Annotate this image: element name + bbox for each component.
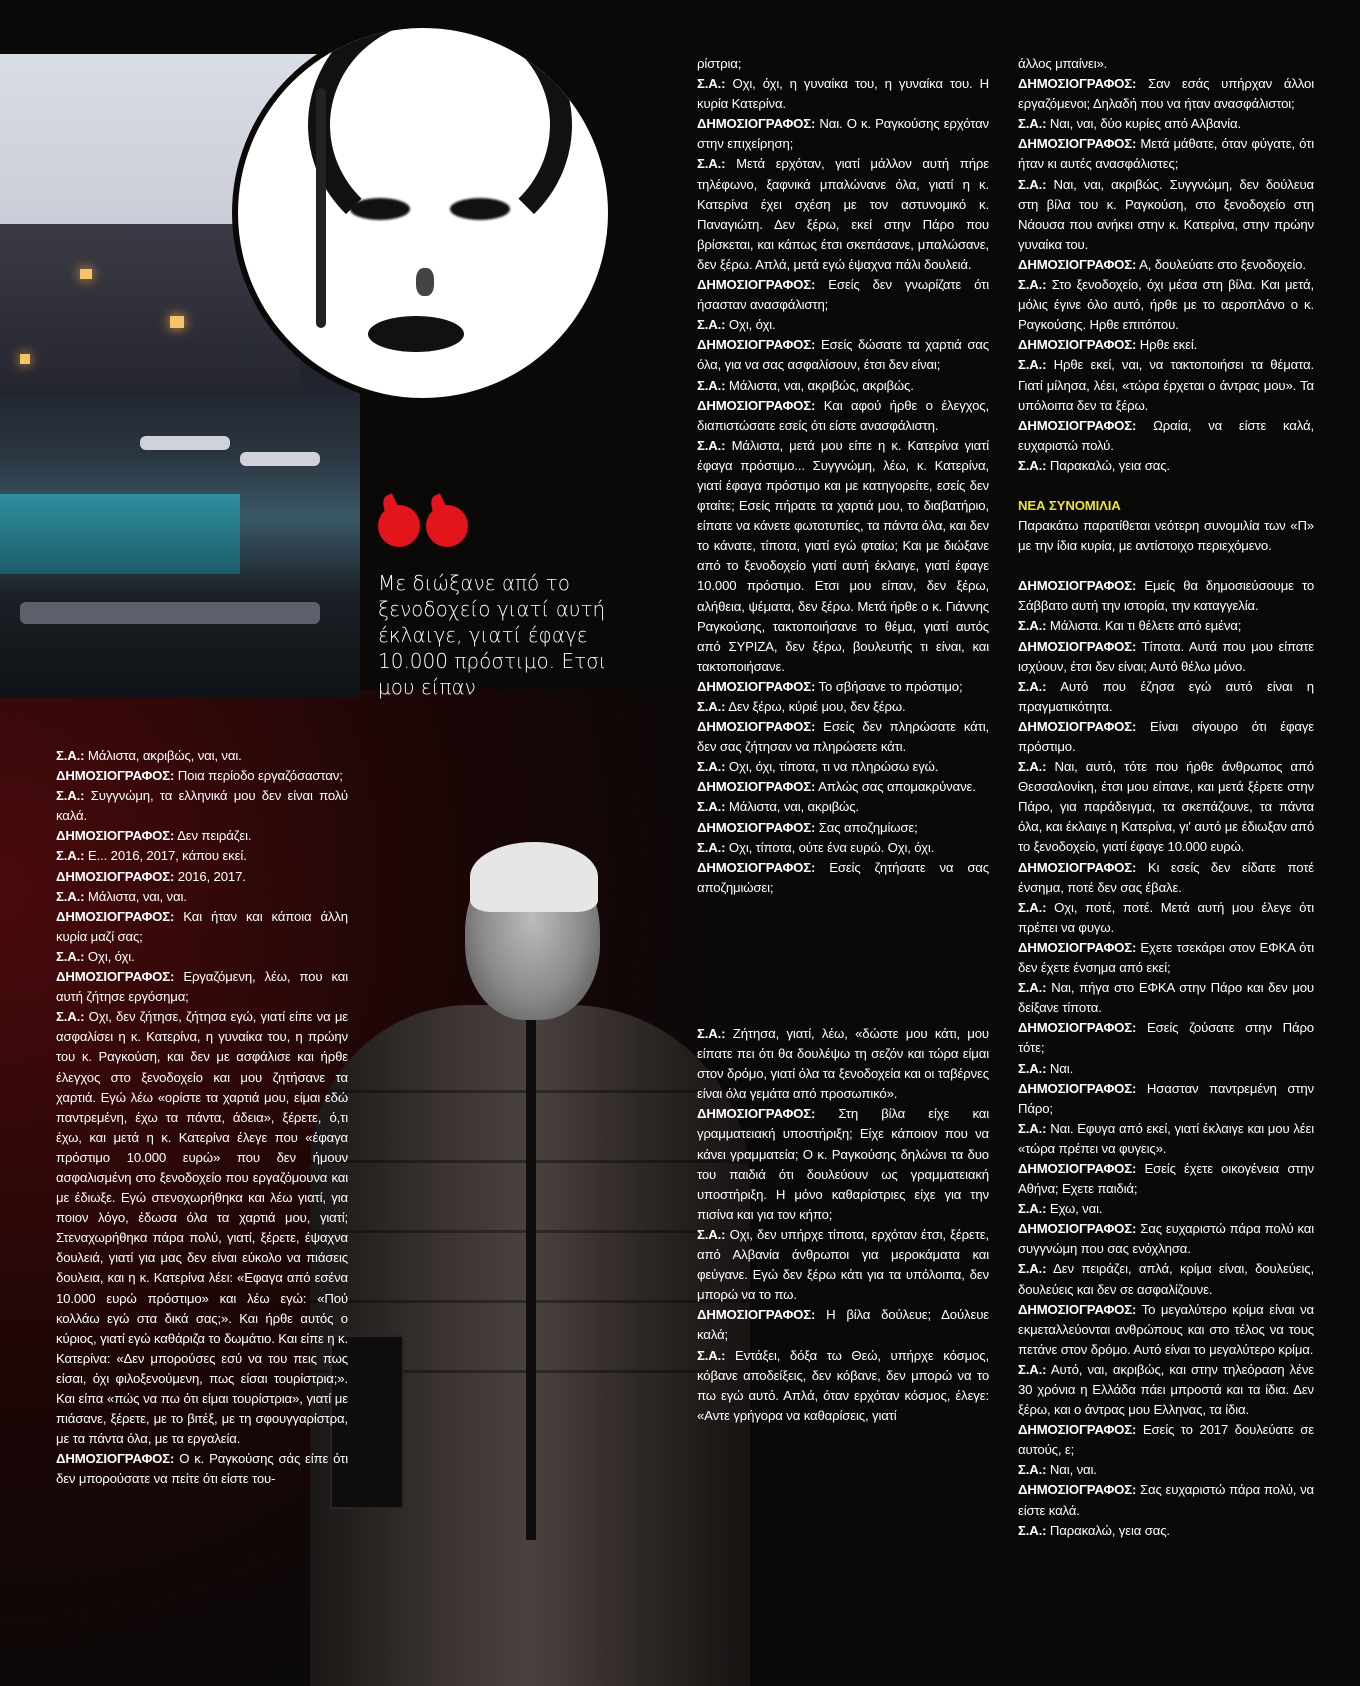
speaker-label: ΔΗΜΟΣΙΟΓΡΑΦΟΣ: [56, 969, 175, 985]
text-column-middle-lower [697, 1024, 989, 1426]
speaker-label: ΔΗΜΟΣΙΟΓΡΑΦΟΣ: [1018, 1221, 1137, 1237]
interview-paragraph [1018, 1219, 1314, 1259]
speech-text: Ναι, ναι, ακριβώς. Συγγνώμη, δεν δούλευα στη βίλα του κ. Ραγκούση, στο ξενοδοχείο στη Νάουσα που ανήκει στην κ. Κατερίνα, στην πρώην γυναίκα του. [1018, 176, 1314, 252]
speech-text: Εσείς δεν γνωρίζατε ότι ήσασταν ανασφάλιστη; [697, 277, 989, 313]
interview-paragraph [56, 947, 348, 967]
speech-text: Ε... 2016, 2017, κάπου εκεί. [84, 848, 247, 864]
speech-text: Εσείς δώσατε τα χαρτιά σας όλα, για να σας ασφαλίσουν, έτσι δεν είναι; [697, 337, 989, 373]
speaker-label: ΔΗΜΟΣΙΟΓΡΑΦΟΣ: [1018, 1422, 1137, 1438]
speaker-label: Σ.Α.: [697, 317, 726, 333]
speaker-label: Σ.Α.: [697, 1226, 726, 1242]
speaker-label: ΔΗΜΟΣΙΟΓΡΑΦΟΣ: [697, 859, 816, 875]
interview-paragraph [1018, 275, 1314, 335]
interview-paragraph [1018, 938, 1314, 978]
interview-paragraph [697, 376, 989, 396]
speaker-label: Σ.Α.: [1018, 899, 1047, 915]
interview-paragraph [56, 766, 348, 786]
interview-paragraph [697, 717, 989, 757]
speech-text: Το σβήσανε το πρόστιμο; [815, 678, 963, 694]
speaker-label: ΔΗΜΟΣΙΟΓΡΑΦΟΣ: [697, 397, 816, 413]
speaker-label: Σ.Α.: [697, 76, 726, 92]
speaker-label: ΔΗΜΟΣΙΟΓΡΑΦΟΣ: [1018, 136, 1137, 152]
interview-paragraph [1018, 255, 1314, 275]
interview-paragraph [56, 907, 348, 947]
speech-text: Οχι, όχι, τίποτα, τι να πληρώσω εγώ. [725, 759, 939, 775]
speaker-label: ΔΗΜΟΣΙΟΓΡΑΦΟΣ: [1018, 256, 1137, 272]
interview-paragraph [697, 1305, 989, 1345]
speaker-label: Σ.Α.: [1018, 1462, 1047, 1478]
speech-text: 2016, 2017. [174, 868, 246, 884]
speech-text: Δεν ξέρω, κύριέ μου, δεν ξέρω. [725, 699, 906, 714]
speech-text: Μάλιστα. Και τι θέλετε από εμένα; [1046, 618, 1242, 634]
speech-text: Σας αποζημίωσε; [815, 819, 918, 835]
speech-text: Ναι. Ο κ. Ραγκούσης ερχόταν στην επιχείρηση; [697, 116, 989, 152]
interview-paragraph [1018, 1018, 1314, 1058]
speech-text: Στη βίλα είχε και γραμματειακή υποστήριξη; Είχε κάποιον που να κάνει γραμματεία; Ο κ. Ραγκούσης δηλώνει τα δυο του παιδιά ότι δουλεύουν ως γραμματειακή υποστήριξη. Η μόνο καθαρίστριες είχε για την πισίνα και για τον κήπο; [697, 1106, 989, 1222]
speech-text: Εσείς έχετε οικογένεια στην Αθήνα; Εχετε παιδιά; [1018, 1160, 1314, 1197]
speaker-label: Σ.Α.: [1018, 980, 1047, 996]
speaker-label: ΔΗΜΟΣΙΟΓΡΑΦΟΣ: [56, 868, 175, 884]
speaker-label: Σ.Α.: [697, 1026, 726, 1041]
interview-paragraph [56, 1007, 348, 1449]
interview-paragraph [1018, 858, 1314, 898]
speech-text: Και αφού ήρθε ο έλεγχος, διαπιστώσατε εσείς ότι είστε ανασφάλιστη. [697, 397, 989, 433]
speaker-label: ΔΗΜΟΣΙΟΓΡΑΦΟΣ: [697, 116, 816, 132]
speech-text: Παρακαλώ, γεια σας. [1046, 1522, 1170, 1538]
speech-text: Κι εσείς δεν είδατε ποτέ ένσημα, ποτέ δεν σας έβαλε. [1018, 859, 1314, 895]
woman-portrait [232, 22, 614, 404]
interview-paragraph [1018, 134, 1314, 174]
interview-paragraph [697, 436, 989, 677]
pool [0, 494, 240, 574]
speech-text: Εχω, ναι. [1046, 1201, 1103, 1217]
speech-text: Ποια περίοδο εργαζόσασταν; [174, 768, 343, 784]
speaker-label: Σ.Α.: [56, 1009, 85, 1025]
interview-paragraph [697, 54, 989, 74]
speech-text: Οχι, δεν ζήτησε, ζήτησα εγώ, γιατί είπε να με ασφαλίσει η κ. Κατερίνα, η γυναίκα του, η πρώην του κ. Ραγκούση, και δεν με ασφάλισε και ήρθε έλεγχος στο ξενοδοχείο και μου ζητήσανε τα χαρτιά. Εγώ λέω «ορίστε τα χαρτιά μου, είμαι εδώ παντρεμένη, έχω τα πάντα, άδεια», ξέρετε, ό,τι έχω, και μετά η κ. Κατερίνα έλεγε που «έφαγα πρόστιμο 10.000 ευρώ» που δεν ήμουν ασφαλισμένη στο ξενοδοχείο που εργαζόμουνα και με έδιωξε. Εγώ στενοχωρήθηκα και λέω γιατί, για ποιον λόγο, έδωσα όλα τα χαρτιά μου, γιατί; Στεναχωρήθηκα πάρα πολύ, γιατί, ξέρετε, έψαχνα δουλειά, γιατί για μας δεν είναι εύκολο να πιάσεις δουλεια, και η κ. Κατερίνα λέει: «Εφαγα από εσένα 10.000 ευρώ πρόστιμο» και λέω εγώ: «Πού κολλάω εγώ στα δικά σας;». Και ήρθε αυτός ο κύριος, γιατί εγώ καθάριζα το δωμάτιο. Και είπε η κ. Κατερίνα: «Δεν μπορούσες εσύ να του πεις πως είσαι, όχι φιλοξενούμενη, πως είσαι τουρίστρια;». Και είπα «πώς να πω ότι είμαι τουρίστρια», γιατί με πιάσανε, ξέρετε, με το βιτέξ, με τη σφουγγαρίστρα, με τα πάντα όλα, με τα εργαλεία. [56, 1009, 348, 1447]
speaker-label: Σ.Α.: [697, 1347, 726, 1363]
interview-paragraph [1018, 175, 1314, 255]
interview-paragraph [697, 154, 989, 275]
speaker-label: Σ.Α.: [1018, 457, 1047, 473]
portrait-eye [350, 198, 410, 220]
speaker-label: Σ.Α.: [56, 848, 85, 864]
speech-text: Δεν πειράζει, απλά, κρίμα είναι, δουλεύεις, δουλεύεις και δεν σε ασφαλίζουνε. [1018, 1261, 1314, 1297]
speech-text: Αυτό που έζησα εγώ αυτό είναι η πραγματικότητα. [1018, 678, 1314, 714]
interview-paragraph [697, 1104, 989, 1225]
speaker-label: Σ.Α.: [1018, 1261, 1047, 1277]
man-hair [470, 842, 598, 912]
portrait-nose [416, 268, 434, 296]
speaker-label: ΔΗΜΟΣΙΟΓΡΑΦΟΣ: [1018, 417, 1137, 433]
speaker-label: Σ.Α.: [697, 377, 726, 393]
speech-text: Παρακαλώ, γεια σας. [1046, 457, 1170, 473]
interview-paragraph [1018, 1480, 1314, 1520]
speaker-label: Σ.Α.: [56, 748, 85, 763]
interview-paragraph [1018, 576, 1314, 616]
speaker-label: ΔΗΜΟΣΙΟΓΡΑΦΟΣ: [1018, 718, 1137, 734]
interview-paragraph [697, 697, 989, 717]
speech-text: Μετά ερχόταν, γιατί μάλλον αυτή πήρε τηλέφωνο, ξαφνικά μπαλώνανε όλα, γιατί η κ. Κατερίνα έχει σχέση με τον αστυνομικό κ. Παναγιώτη. Δεν ξέρω, εκεί στην Πάρο που βρίσκεται, και κάπως έτσι σκεπάσανε, μπαλώσανε, δεν ξέρω. Απλά, μετά εγώ έψαχνα πάλι δουλειά. [697, 156, 989, 272]
interview-paragraph [697, 396, 989, 436]
interview-paragraph [697, 797, 989, 817]
speech-text: Σας ευχαριστώ πάρα πολύ και συγγνώμη που σας ενόχλησα. [1018, 1221, 1314, 1257]
interview-paragraph [697, 838, 989, 858]
speaker-label: ΔΗΜΟΣΙΟΓΡΑΦΟΣ: [697, 1106, 816, 1122]
speech-text: Στο ξενοδοχείο, όχι μέσα στη βίλα. Και μετά, μόλις έγινε όλο αυτό, ήρθε με το αεροπλάνο ο κ. Ραγκούσης. Ηρθε επιτόπου. [1018, 277, 1314, 333]
interview-paragraph [1018, 1059, 1314, 1079]
interview-paragraph [1018, 456, 1314, 476]
speech-text: Το μεγαλύτερο κρίμα είναι να εκμεταλλεύονται ανθρώπους και στο τέλος να τους πετάνε στον δρόμο. Αυτό είναι το μεγαλύτερο κρίμα. [1018, 1301, 1314, 1357]
interview-paragraph [56, 967, 348, 1007]
interview-paragraph [1018, 1521, 1314, 1541]
speaker-label: ΔΗΜΟΣΙΟΓΡΑΦΟΣ: [1018, 638, 1137, 654]
speaker-label: Σ.Α.: [697, 437, 726, 453]
speech-text: Και ήταν και κάποια άλλη κυρία μαζί σας; [56, 908, 348, 944]
speaker-label: Σ.Α.: [56, 948, 85, 964]
quote-marks-icon [378, 505, 470, 555]
interview-paragraph [56, 1449, 348, 1489]
interview-paragraph [1018, 54, 1314, 74]
speech-text: Μάλιστα, ναι, ακριβώς, ακριβώς. [725, 377, 914, 393]
portrait-hair [308, 22, 572, 252]
speech-text: Ναι. [1046, 1060, 1074, 1076]
interview-paragraph [1018, 335, 1314, 355]
speech-text: Α, δουλεύατε στο ξενοδοχείο. [1136, 256, 1306, 272]
speaker-label: Σ.Α.: [1018, 618, 1047, 634]
sun-lounger [140, 436, 230, 450]
interview-paragraph [697, 858, 989, 898]
speaker-label: Σ.Α.: [697, 839, 726, 855]
speaker-label: ΔΗΜΟΣΙΟΓΡΑΦΟΣ: [56, 1451, 175, 1467]
interview-paragraph [1018, 1300, 1314, 1360]
speaker-label: ΔΗΜΟΣΙΟΓΡΑΦΟΣ: [56, 768, 175, 784]
speech-text: Εντάξει, δόξα τω Θεώ, υπήρχε κόσμος, κόβανε αποδείξεις, δεν κόβανε, δεν μπορώ να το πω εγώ αυτό. Απλά, όταν ερχόταν κόσμος, έλεγε: «Αντε γρήγορα να καθαρίσεις, γιατί [697, 1347, 989, 1423]
interview-paragraph [1018, 616, 1314, 636]
lit-window [170, 316, 184, 328]
speaker-label: Σ.Α.: [1018, 678, 1047, 694]
speech-text: Σαν εσάς υπήρχαν άλλοι εργαζόμενοι; Δηλαδή που να ήταν ανασφάλιστοι; [1018, 76, 1314, 112]
interview-paragraph [697, 335, 989, 375]
speech-text: Τίποτα. Αυτά που μου είπατε ισχύουν, έτσι δεν είναι; Αυτό θέλω μόνο. [1018, 638, 1314, 674]
interview-paragraph [1018, 114, 1314, 134]
speech-text: Συγγνώμη, τα ελληνικά μου δεν είναι πολύ καλά. [56, 788, 348, 824]
speech-text: Ζήτησα, γιατί, λέω, «δώστε μου κάτι, μου είπατε πει ότι θα δουλέψω τη σεζόν και τώρα είμαι στον δρόμο, γιατί όλα τα ξενοδοχεία και οι ταβέρνες είναι όλα γεμάτα από προσωπικό». [697, 1026, 989, 1102]
interview-paragraph [697, 1024, 989, 1104]
portrait-lips [368, 316, 464, 352]
speech-text: Ωραία, να είστε καλά, ευχαριστώ πολύ. [1018, 417, 1314, 453]
speaker-label: ΔΗΜΟΣΙΟΓΡΑΦΟΣ: [697, 719, 816, 735]
interview-paragraph [1018, 1360, 1314, 1420]
speech-text: Ναι, ναι, δύο κυρίες από Αλβανία. [1046, 116, 1241, 132]
speaker-label: ΔΗΜΟΣΙΟΓΡΑΦΟΣ: [697, 277, 816, 293]
portrait-eye [450, 198, 510, 220]
interview-paragraph [1018, 717, 1314, 757]
interview-paragraph [1018, 1420, 1314, 1460]
speaker-label: Σ.Α.: [1018, 176, 1047, 192]
speaker-label: ΔΗΜΟΣΙΟΓΡΑΦΟΣ: [1018, 859, 1137, 875]
interview-paragraph [56, 846, 348, 866]
speaker-label: ΔΗΜΟΣΙΟΓΡΑΦΟΣ: [56, 908, 175, 924]
interview-paragraph [56, 887, 348, 907]
interview-paragraph [697, 114, 989, 154]
speaker-label: Σ.Α.: [1018, 277, 1047, 293]
interview-paragraph [56, 746, 348, 766]
speech-text: Ηρθε εκεί. [1136, 337, 1198, 353]
speaker-label: Σ.Α.: [697, 799, 726, 815]
lit-window [20, 354, 30, 364]
speech-text: Απλώς σας απομακρύνανε. [815, 779, 976, 795]
speech-text: Μετά μάθατε, όταν φύγατε, ότι ήταν κι αυτές ανασφάλιστες; [1018, 136, 1314, 172]
section-title: ΝΕΑ ΣΥΝΟΜΙΛΙΑ [1018, 497, 1121, 513]
speech-text: Οχι, όχι. [725, 317, 776, 333]
interview-paragraph [1018, 1079, 1314, 1119]
sun-lounger [20, 602, 320, 624]
speech-text: Εσείς ζητήσατε να σας αποζημιώσει; [697, 859, 989, 895]
speaker-label: Σ.Α.: [1018, 1060, 1047, 1076]
speech-text: Εργαζόμενη, λέω, που και αυτή ζήτησε εργόσημα; [56, 969, 348, 1005]
sun-lounger [240, 452, 320, 466]
portrait-jaw [316, 88, 326, 328]
interview-paragraph [1018, 1259, 1314, 1299]
speech-text: Οχι, όχι. [84, 948, 135, 964]
interview-paragraph [1018, 416, 1314, 456]
interview-paragraph [1018, 1159, 1314, 1199]
speech-text: άλλος μπαίνει». [1018, 56, 1108, 71]
speaker-label: ΔΗΜΟΣΙΟΓΡΑΦΟΣ: [1018, 1160, 1137, 1176]
speech-text: Οχι, δεν υπήρχε τίποτα, ερχόταν έτσι, ξέρετε, από Αλβανία άνθρωποι για μεροκάματα και φεύγανε. Εγώ δεν ξέρω κάτι για τα υπόλοιπα, δεν μπορώ να το πω. [697, 1226, 989, 1303]
speech-text: Δεν πειράζει. [174, 828, 252, 844]
speech-text: Ηρθε εκεί, ναι, να τακτοποιήσει τα θέματα. Γιατί μίλησα, λέει, «τώρα έρχεται ο άντρας μου». Τα υπόλοιπα δεν τα ξέρω. [1018, 357, 1314, 413]
interview-paragraph [1018, 1460, 1314, 1480]
speech-text: Μάλιστα, μετά μου είπε η κ. Κατερίνα γιατί έφαγα πρόστιμο... Συγγνώμη, λέω, κ. Κατερίνα, γιατί έφαγα πρόστιμο και με κατηγορείτε, εσείς δεν φταίτε; Εσείς πήρατε τα χαρτιά μου, το διαβατήριο, είπατε να κάνετε φωτοτυπίες, τα πάντα όλα, και δεν το κάνατε, τίποτα, γιατί εγώ φταίω; Και με διώξανε από το ξενοδοχείο γιατί αυτή έκλαιγε, γιατί έφαγε 10.000 πρόστιμο. Ετσι μου είπαν, δεν ξέρω, αλήθεια, ψέματα, δεν ξέρω. Μετά ήρθε ο κ. Γιάννης Ραγκούσης, τακτοποιήσανε το θέμα, γιατί αυτός από ΣΥΡΙΖΑ, δεν ξέρω, βουλευτής τι είναι, και τακτοποιήσανε. [697, 437, 989, 674]
speech-text: Είναι σίγουρο ότι έφαγε πρόστιμο. [1018, 718, 1314, 754]
speaker-label: ΔΗΜΟΣΙΟΓΡΑΦΟΣ: [697, 678, 816, 694]
interview-paragraph [1018, 757, 1314, 857]
speaker-label: Σ.Α.: [697, 699, 726, 714]
speaker-label: ΔΗΜΟΣΙΟΓΡΑΦΟΣ: [697, 819, 816, 835]
speaker-label: Σ.Α.: [1018, 759, 1047, 775]
speech-text: Εσείς δεν πληρώσατε κάτι, δεν σας ζήτησαν να πληρώσετε κάτι. [697, 719, 989, 755]
section-intro: Παρακάτω παρατίθεται νεότερη συνομιλία των «Π» με την ίδια κυρία, με αντίστοιχο περιεχόμενο. [1018, 518, 1314, 554]
speaker-label: ΔΗΜΟΣΙΟΓΡΑΦΟΣ: [1018, 1482, 1137, 1498]
speech-text: ρίστρια; [697, 56, 742, 71]
interview-paragraph [56, 867, 348, 887]
interview-paragraph [56, 786, 348, 826]
speaker-label: Σ.Α.: [56, 888, 85, 904]
speaker-label: ΔΗΜΟΣΙΟΓΡΑΦΟΣ: [1018, 1080, 1137, 1096]
interview-paragraph [1018, 74, 1314, 114]
pull-quote: Με διώξανε από το ξενοδοχείο γιατί αυτή έκλαιγε, γιατί έφαγε 10.000 πρόστιμο. Ετσι μου είπαν [378, 571, 607, 699]
speech-text: Ναι, πήγα στο ΕΦΚΑ στην Πάρο και δεν μου δείξανε τίποτα. [1018, 980, 1314, 1016]
speaker-label: ΔΗΜΟΣΙΟΓΡΑΦΟΣ: [1018, 939, 1137, 955]
speech-text: Ναι, αυτό, τότε που ήρθε άνθρωπος από Θεσσαλονίκη, έτσι μου είπανε, και μετά ξέρετε στην Πάρο, για παράδειγμα, τα σκεπάζουνε, τα πάντα όλα, και έκλαιγε η Κατερίνα, γι' αυτό με έδιωξαν από το ξενοδοχείο, γιατί έφαγε 10.000 ευρώ. [1018, 759, 1314, 855]
speech-text: Η βίλα δούλευε; Δούλευε καλά; [697, 1307, 989, 1343]
speech-text: Μάλιστα, ακριβώς, ναι, ναι. [84, 748, 242, 763]
text-column-left [56, 746, 348, 1489]
speaker-label: Σ.Α.: [1018, 1522, 1047, 1538]
speaker-label: Σ.Α.: [697, 759, 726, 775]
speech-text: Σας ευχαριστώ πάρα πολύ, να είστε καλά. [1018, 1482, 1314, 1518]
interview-paragraph [697, 1346, 989, 1426]
interview-paragraph [56, 826, 348, 846]
interview-paragraph [697, 1225, 989, 1305]
speech-text: Εχετε τσεκάρει στον ΕΦΚΑ ότι δεν έχετε ένσημα από εκεί; [1018, 939, 1314, 976]
speaker-label: ΔΗΜΟΣΙΟΓΡΑΦΟΣ: [56, 828, 175, 844]
speaker-label: Σ.Α.: [1018, 357, 1047, 373]
speech-text: Αυτό, ναι, ακριβώς, και στην τηλεόραση λένε 30 χρόνια η Ελλάδα πάει μπροστά και τα ίδια. Δεν ξέρω, και ο άντρας μου Ελληνας, τα ίδια. [1018, 1361, 1314, 1418]
text-column-middle [697, 54, 989, 898]
speaker-label: Σ.Α.: [1018, 1201, 1047, 1217]
lit-window [80, 269, 92, 279]
interview-paragraph [1018, 355, 1314, 415]
speaker-label: ΔΗΜΟΣΙΟΓΡΑΦΟΣ: [1018, 337, 1137, 353]
speech-text: Μάλιστα, ναι, ακριβώς. [725, 799, 859, 815]
speech-text: Εμείς θα δημοσιεύσουμε το Σάββατο αυτή την ιστορία, την καταγγελία. [1018, 578, 1314, 614]
speaker-label: Σ.Α.: [1018, 116, 1047, 132]
speaker-label: Σ.Α.: [1018, 1361, 1047, 1377]
speech-text: Οχι, τίποτα, ούτε ένα ευρώ. Οχι, όχι. [725, 839, 935, 855]
jacket-zip [526, 1020, 536, 1540]
speaker-label: Σ.Α.: [56, 788, 85, 804]
interview-paragraph [697, 275, 989, 315]
speaker-label: ΔΗΜΟΣΙΟΓΡΑΦΟΣ: [697, 779, 816, 795]
speaker-label: Σ.Α.: [1018, 1120, 1047, 1136]
interview-paragraph [1018, 1119, 1314, 1159]
text-column-right [1018, 54, 1314, 1541]
speaker-label: ΔΗΜΟΣΙΟΓΡΑΦΟΣ: [697, 337, 816, 353]
interview-paragraph [1018, 637, 1314, 677]
interview-paragraph [1018, 898, 1314, 938]
interview-paragraph [697, 777, 989, 797]
speech-text: Ναι. Εφυγα από εκεί, γιατί έκλαιγε και μου λέει «τώρα πρέπει να φυγεις». [1018, 1120, 1314, 1156]
interview-paragraph [1018, 677, 1314, 717]
interview-paragraph [1018, 1199, 1314, 1219]
interview-paragraph [697, 315, 989, 335]
speech-text: Ησασταν παντρεμένη στην Πάρο; [1018, 1080, 1314, 1116]
speaker-label: ΔΗΜΟΣΙΟΓΡΑΦΟΣ: [1018, 578, 1137, 594]
interview-paragraph [697, 677, 989, 697]
speaker-label: ΔΗΜΟΣΙΟΓΡΑΦΟΣ: [1018, 1020, 1137, 1036]
interview-paragraph [1018, 978, 1314, 1018]
speaker-label: ΔΗΜΟΣΙΟΓΡΑΦΟΣ: [1018, 76, 1137, 92]
speech-text: Ναι, ναι. [1046, 1462, 1097, 1478]
interview-paragraph [697, 74, 989, 114]
speaker-label: Σ.Α.: [697, 156, 726, 172]
interview-paragraph [697, 757, 989, 777]
speech-text: Οχι, όχι, η γυναίκα του, η γυναίκα του. Η κυρία Κατερίνα. [697, 76, 989, 112]
speaker-label: ΔΗΜΟΣΙΟΓΡΑΦΟΣ: [1018, 1301, 1137, 1317]
speech-text: Εσείς ζούσατε στην Πάρο τότε; [1018, 1020, 1314, 1056]
interview-paragraph [697, 818, 989, 838]
speech-text: Οχι, ποτέ, ποτέ. Μετά αυτή μου έλεγε ότι πρέπει να φυγω. [1018, 899, 1314, 935]
speaker-label: ΔΗΜΟΣΙΟΓΡΑΦΟΣ: [697, 1307, 816, 1323]
speech-text: Μάλιστα, ναι, ναι. [84, 888, 187, 904]
speech-text: Ο κ. Ραγκούσης σάς είπε ότι δεν μπορούσατε να πείτε ότι είστε του- [56, 1451, 348, 1487]
speech-text: Εσείς το 2017 δουλεύατε σε αυτούς, ε; [1018, 1422, 1314, 1458]
